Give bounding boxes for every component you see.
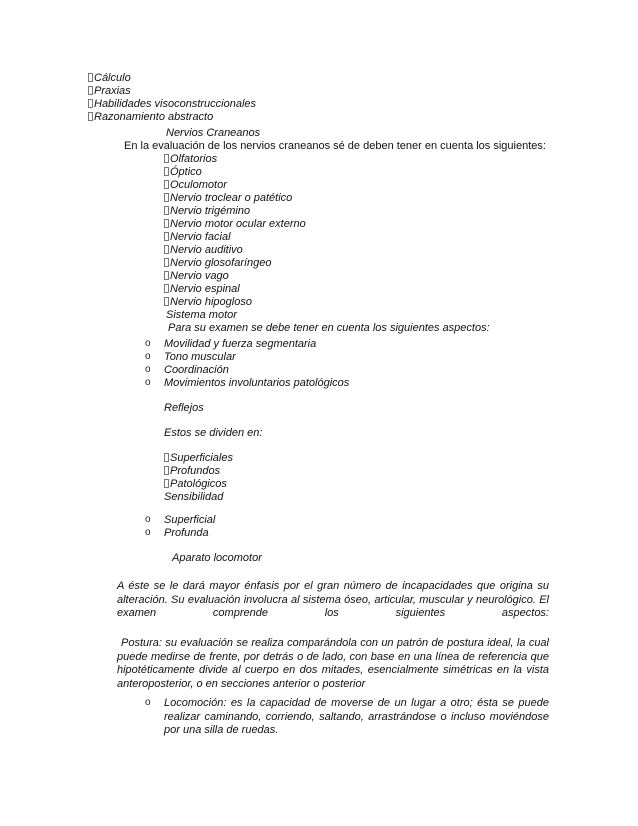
nerve-item <box>164 192 292 204</box>
reflex-label: Profundos <box>170 465 221 477</box>
circle-bullet-icon: o <box>145 514 151 525</box>
nerve-label: Nervio trigémino <box>170 205 251 217</box>
checkbox-icon <box>164 219 169 228</box>
nerve-label: Óptico <box>170 166 202 178</box>
checkbox-icon <box>164 232 169 241</box>
locomotor-paragraph: A éste se le dará mayor énfasis por el gran número de incapacidades que origina su alteración. Su evaluación involucra al sistema óseo, articular, muscular y neurológico. El examen comprende los siguientes aspectos: <box>117 580 549 619</box>
nerve-label: Olfatorios <box>170 153 218 165</box>
nerve-label: Nervio vago <box>170 270 229 282</box>
cognitive-item-label: Praxias <box>94 85 131 97</box>
nerve-label: Nervio glosofaríngeo <box>170 257 272 269</box>
checkbox-icon <box>88 112 93 121</box>
circle-bullet-icon: o <box>145 351 151 362</box>
cognitive-item <box>88 72 131 84</box>
locomocion-paragraph: Locomoción: es la capacidad de moverse de un lugar a otro; ésta se puede realizar caminando, corriendo, saltando, arrastrándose o incluso moviéndose por una silla de ruedas. <box>164 697 549 736</box>
checkbox-icon <box>164 206 169 215</box>
reflex-item <box>164 478 227 490</box>
reflexes-heading: Reflejos <box>164 402 204 414</box>
checkbox-icon <box>164 284 169 293</box>
checkbox-icon <box>164 271 169 280</box>
motor-item: Tono muscular <box>164 351 236 363</box>
motor-intro: Para su examen se debe tener en cuenta los siguientes aspectos: <box>168 322 490 334</box>
posture-paragraph: Postura: su evaluación se realiza comparándola con un patrón de postura ideal, la cual puede medirse de frente, por detrás o de lado, con base en una línea de referencia que hipotéticamente divide al cuerpo en dos mitades, esencialmente simétricas en la vista anteroposterior, o en secciones anterior o posterior <box>117 637 549 690</box>
reflex-item <box>164 465 220 477</box>
reflexes-intro: Estos se dividen en: <box>164 427 263 439</box>
nerve-label: Nervio auditivo <box>170 244 243 256</box>
circle-bullet-icon: o <box>145 527 151 538</box>
checkbox-icon <box>164 453 169 462</box>
checkbox-icon <box>88 99 93 108</box>
checkbox-icon <box>164 466 169 475</box>
nerve-item <box>164 166 202 178</box>
nerve-item <box>164 231 231 243</box>
cranial-intro: En la evaluación de los nervios craneanos sé de deben tener en cuenta los siguientes: <box>124 140 546 152</box>
cognitive-item-label: Razonamiento abstracto <box>94 111 214 123</box>
checkbox-icon <box>88 86 93 95</box>
nerve-label: Oculomotor <box>170 179 227 191</box>
checkbox-icon <box>164 258 169 267</box>
motor-item: Movilidad y fuerza segmentaria <box>164 338 317 350</box>
circle-bullet-icon: o <box>145 377 151 388</box>
motor-heading: Sistema motor <box>166 309 237 321</box>
checkbox-icon <box>88 73 93 82</box>
checkbox-icon <box>164 297 169 306</box>
motor-item: Movimientos involuntarios patológicos <box>164 377 350 389</box>
nerve-label: Nervio hipogloso <box>170 296 252 308</box>
cognitive-item-label: Habilidades visoconstruccionales <box>94 98 257 110</box>
circle-bullet-icon: o <box>145 338 151 349</box>
reflex-label: Superficiales <box>170 452 233 464</box>
checkbox-icon <box>164 167 169 176</box>
nerve-item <box>164 179 227 191</box>
nerve-item <box>164 205 250 217</box>
sensitivity-item: Profunda <box>164 527 209 539</box>
cognitive-item <box>88 85 131 97</box>
sensitivity-item: Superficial <box>164 514 216 526</box>
nerve-item <box>164 296 252 308</box>
circle-bullet-icon: o <box>145 364 151 375</box>
reflex-item <box>164 452 233 464</box>
nerve-item <box>164 153 217 165</box>
checkbox-icon <box>164 479 169 488</box>
reflex-label: Patológicos <box>170 478 227 490</box>
cognitive-item <box>88 111 213 123</box>
nerve-item <box>164 244 243 256</box>
nerve-item <box>164 283 240 295</box>
nerve-item <box>164 257 272 269</box>
motor-item: Coordinación <box>164 364 229 376</box>
circle-bullet-icon: o <box>145 697 151 708</box>
nerve-item <box>164 218 306 230</box>
locomotor-heading: Aparato locomotor <box>172 552 262 564</box>
checkbox-icon <box>164 193 169 202</box>
checkbox-icon <box>164 154 169 163</box>
sensitivity-heading: Sensibilidad <box>164 491 224 503</box>
checkbox-icon <box>164 180 169 189</box>
nerve-item <box>164 270 229 282</box>
nerve-label: Nervio motor ocular externo <box>170 218 306 230</box>
nerve-label: Nervio facial <box>170 231 231 243</box>
checkbox-icon <box>164 245 169 254</box>
cognitive-item <box>88 98 256 110</box>
nerve-label: Nervio troclear o patético <box>170 192 293 204</box>
cognitive-item-label: Cálculo <box>94 72 131 84</box>
cranial-heading: Nervios Craneanos <box>166 127 261 139</box>
nerve-label: Nervio espinal <box>170 283 240 295</box>
